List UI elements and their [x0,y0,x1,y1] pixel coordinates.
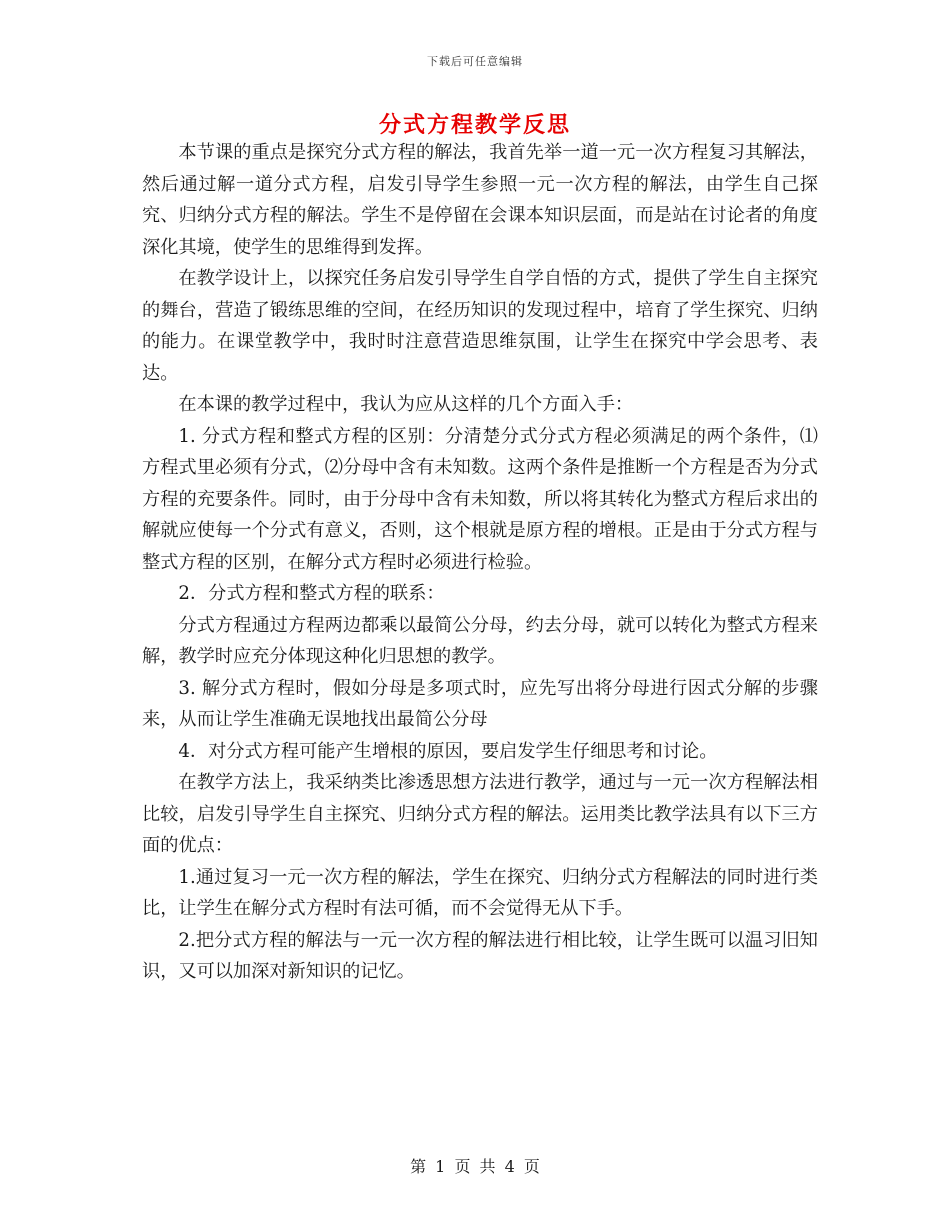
paragraph: 在教学设计上，以探究任务启发引导学生自学自悟的方式，提供了学生自主探究的舞台，营造了锻练思维的空间，在经历知识的发现过程中，培育了学生探究、归纳的能力。在课堂教学中，我时时注意营造思维氛围，让学生在探究中学会思考、表达。 [142,268,818,384]
paragraph: 在教学方法上，我采纳类比渗透思想方法进行教学，通过与一元一次方程解法相比较，启发引导学生自主探究、归纳分式方程的解法。运用类比教学法具有以下三方面的优点： [142,772,818,856]
paragraph: 2．分式方程和整式方程的联系： [178,583,445,604]
paragraph: 3. 解分式方程时，假如分母是多项式时，应先写出将分母进行因式分解的步骤来，从而让学生准确无误地找出最简公分母 [142,677,818,730]
paragraph: 2.把分式方程的解法与一元一次方程的解法进行相比较，让学生既可以温习旧知识，又可以加深对新知识的记忆。 [142,929,818,982]
header-note: 下载后可任意编辑 [427,55,523,68]
page-footer: 第 1 页 共 4 页 [410,1157,540,1176]
paragraph: 1.通过复习一元一次方程的解法，学生在探究、归纳分式方程解法的同时进行类比，让学生在解分式方程时有法可循，而不会觉得无从下手。 [142,866,818,919]
document-title: 分式方程教学反思 [378,112,571,138]
paragraph: 分式方程通过方程两边都乘以最简公分母，约去分母，就可以转化为整式方程来解，教学时应充分体现这种化归思想的教学。 [142,614,818,667]
paragraph: 在本课的教学过程中，我认为应从这样的几个方面入手： [178,394,634,415]
paragraph: 本节课的重点是探究分式方程的解法，我首先举一道一元一次方程复习其解法，然后通过解一道分式方程，启发引导学生参照一元一次方程的解法，由学生自己探究、归纳分式方程的解法。学生不是停留在会课本知识层面，而是站在讨论者的角度深化其境，使学生的思维得到发挥。 [142,142,818,258]
document-body [142,137,818,988]
paragraph: 1. 分式方程和整式方程的区别：分清楚分式分式方程必须满足的两个条件，⑴方程式里必须有分式，⑵分母中含有未知数。这两个条件是推断一个方程是否为分式方程的充要条件。同时，由于分母中含有未知数，所以将其转化为整式方程后求出的解就应使每一个分式有意义，否则，这个根就是原方程的增根。正是由于分式方程与整式方程的区别，在解分式方程时必须进行检验。 [142,425,818,573]
paragraph: 4．对分式方程可能产生增根的原因，要启发学生仔细思考和讨论。 [178,740,718,762]
